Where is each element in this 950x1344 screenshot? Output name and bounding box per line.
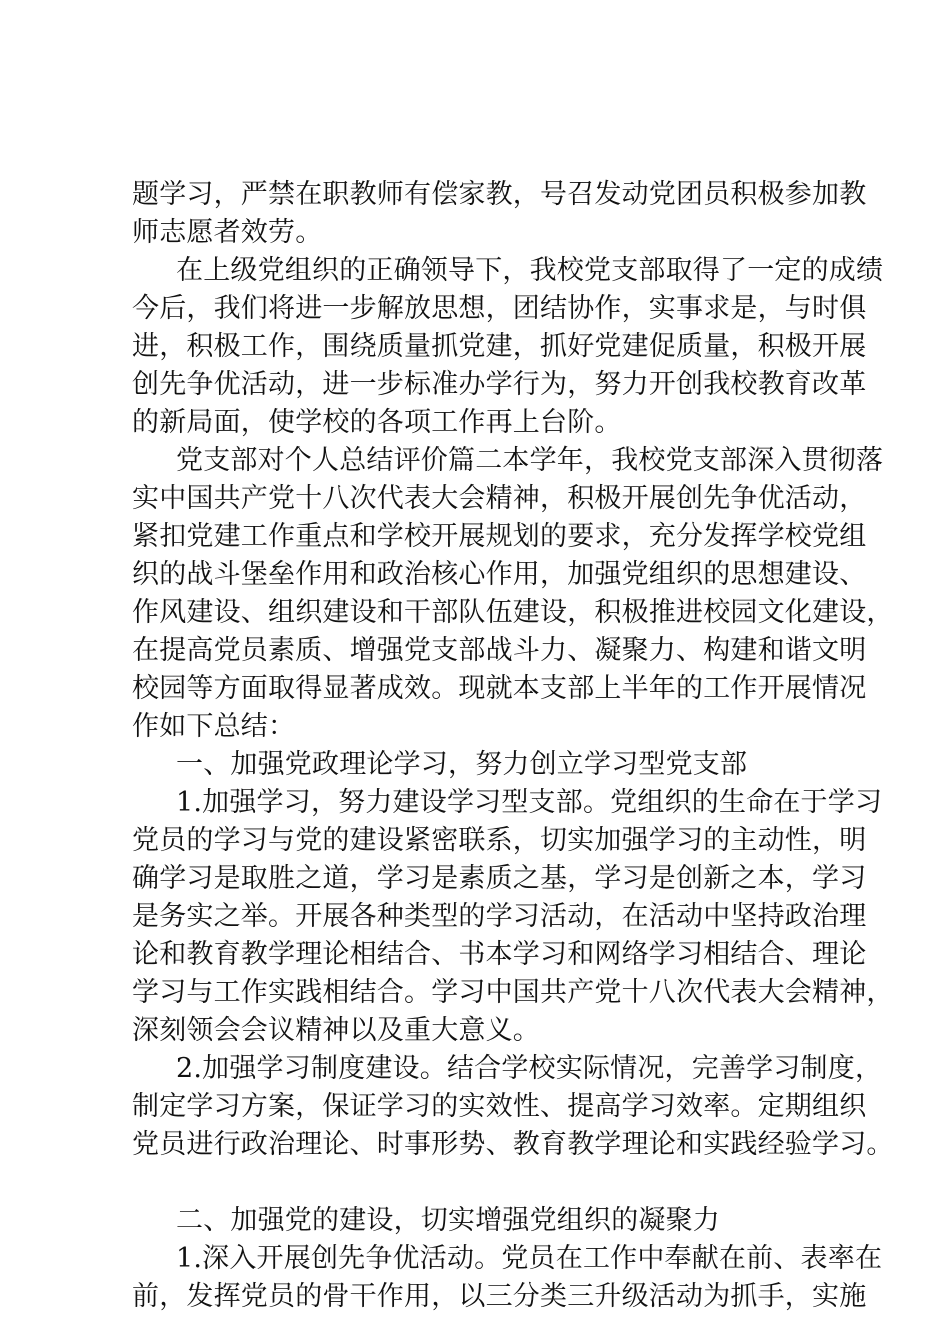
text-line: 制定学习方案，保证学习的实效性、提高学习效率。定期组织 (132, 1091, 867, 1122)
section-heading: 一、加强党政理论学习，努力创立学习型党支部 (176, 749, 748, 780)
text-line: 的新局面，使学校的各项工作再上台阶。 (132, 407, 622, 438)
text-line: 作风建设、组织建设和干部队伍建设，积极推进校园文化建设， (132, 597, 894, 628)
text-line: 在提高党员素质、增强党支部战斗力、凝聚力、构建和谐文明 (132, 635, 867, 666)
paragraph-first-line: 党支部对个人总结评价篇二本学年，我校党支部深入贯彻落 (176, 445, 884, 476)
text-line: 创先争优活动，进一步标准办学行为，努力开创我校教育改革 (132, 369, 867, 400)
text-line: 校园等方面取得显著成效。现就本支部上半年的工作开展情况 (132, 673, 867, 704)
text-line: 党员的学习与党的建设紧密联系，切实加强学习的主动性，明 (132, 825, 867, 856)
text-line: 题学习，严禁在职教师有偿家教，号召发动党团员积极参加教 (132, 179, 867, 210)
text-line: 深刻领会会议精神以及重大意义。 (132, 1015, 540, 1046)
text-line: 确学习是取胜之道，学习是素质之基，学习是创新之本，学习 (132, 863, 867, 894)
text-line: 学习与工作实践相结合。学习中国共产党十八次代表大会精神， (132, 977, 894, 1008)
text-line: 党员进行政治理论、时事形势、教育教学理论和实践经验学习。 (132, 1129, 894, 1160)
text-line: 今后，我们将进一步解放思想，团结协作，实事求是，与时俱 (132, 293, 867, 324)
text-line: 织的战斗堡垒作用和政治核心作用，加强党组织的思想建设、 (132, 559, 867, 590)
text-line: 师志愿者效劳。 (132, 217, 323, 248)
text-line: 前，发挥党员的骨干作用，以三分类三升级活动为抓手，实施 (132, 1281, 867, 1312)
section-heading: 二、加强党的建设，切实增强党组织的凝聚力 (176, 1205, 720, 1236)
paragraph-first-line: 1.深入开展创先争优活动。党员在工作中奉献在前、表率在 (176, 1243, 883, 1274)
text-line: 是务实之举。开展各种类型的学习活动，在活动中坚持政治理 (132, 901, 867, 932)
text-line: 实中国共产党十八次代表大会精神，积极开展创先争优活动， (132, 483, 867, 514)
text-line: 作如下总结： (132, 711, 296, 742)
text-line: 论和教育教学理论相结合、书本学习和网络学习相结合、理论 (132, 939, 867, 970)
paragraph-first-line: 1.加强学习，努力建设学习型支部。党组织的生命在于学习 (176, 787, 883, 818)
paragraph-first-line: 2.加强学习制度建设。结合学校实际情况，完善学习制度， (176, 1053, 883, 1084)
paragraph-first-line: 在上级党组织的正确领导下，我校党支部取得了一定的成绩 (176, 255, 884, 286)
text-line: 进，积极工作，围绕质量抓党建，抓好党建促质量，积极开展 (132, 331, 867, 362)
text-line: 紧扣党建工作重点和学校开展规划的要求，充分发挥学校党组 (132, 521, 867, 552)
